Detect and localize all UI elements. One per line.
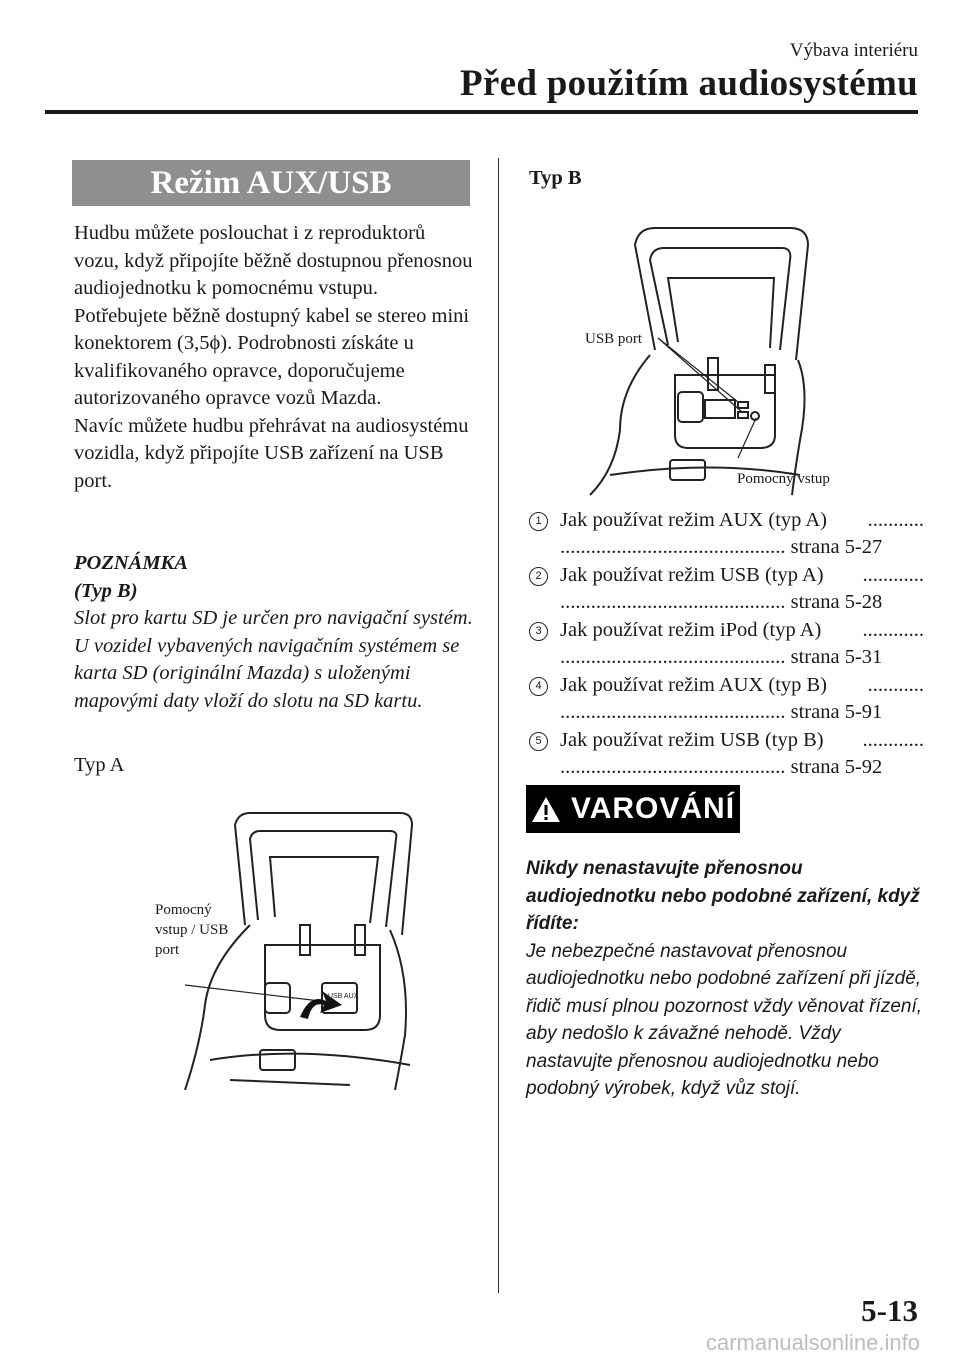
item-page: ............................................ strana 5-91 xyxy=(560,701,883,723)
item-number: 3 xyxy=(529,622,548,641)
item-title: Jak používat režim AUX (typ A) xyxy=(560,509,828,531)
leader-dots: ............ xyxy=(862,564,924,586)
item-title: Jak používat režim USB (typ B) xyxy=(560,729,824,751)
leader-dots: ........... xyxy=(867,509,924,531)
usb-port-label: USB port xyxy=(585,331,643,347)
type-a-heading: Typ A xyxy=(74,754,125,776)
item-page: ............................................ strana 5-31 xyxy=(560,646,883,668)
section-label: Výbava interiéru xyxy=(789,40,918,61)
list-item[interactable] xyxy=(529,672,924,727)
paragraph: Navíc můžete hudbu přehrávat na audiosystému vozidla, když připojíte USB zařízení na USB port. xyxy=(74,414,469,492)
column-divider xyxy=(498,158,499,1293)
aux-input-label: Pomocný vstup xyxy=(737,471,830,487)
warning-label: VAROVÁNÍ xyxy=(570,792,736,825)
leader-dots: ............ xyxy=(862,619,924,641)
warning-icon xyxy=(531,796,561,823)
warning-heading: Nikdy nenastavujte přenosnou audiojednotku nebo podobné zařízení, když řídíte: xyxy=(526,858,920,934)
note-title: POZNÁMKA xyxy=(74,552,188,574)
list-item[interactable] xyxy=(529,727,924,782)
port-label: USB AUX xyxy=(328,993,359,1000)
note-text: Slot pro kartu SD je určen pro navigační systém. U vozidel vybavených navigačním systémem se karta SD (originální Mazda) s uloženými mapovými daty vloží do slotu na SD kartu. xyxy=(74,607,473,712)
warning-text xyxy=(526,855,926,1103)
reference-list xyxy=(529,507,924,782)
list-item[interactable] xyxy=(529,507,924,562)
header-rule xyxy=(45,110,918,114)
intro-text xyxy=(74,220,474,495)
page-number: 5-13 xyxy=(861,1293,918,1328)
item-title: Jak používat režim USB (typ A) xyxy=(560,564,824,586)
warning-banner xyxy=(526,785,740,833)
item-number: 2 xyxy=(529,567,548,586)
page-title: Před použitím audiosystému xyxy=(460,63,918,104)
list-item[interactable] xyxy=(529,617,924,672)
item-number: 4 xyxy=(529,677,548,696)
type-b-heading: Typ B xyxy=(529,167,582,189)
figure-a-label: Pomocný vstup / USB port xyxy=(155,902,229,958)
item-title: Jak používat režim AUX (typ B) xyxy=(560,674,828,696)
item-title: Jak používat režim iPod (typ A) xyxy=(560,619,822,641)
paragraph: Potřebujete běžně dostupný kabel se stereo mini konektorem (3,5ϕ). Podrobnosti získáte u kvalifikovaného opravce, doporučujeme autorizovaného opravce vozů Mazda. xyxy=(74,304,470,409)
item-number: 1 xyxy=(529,512,548,531)
item-number: 5 xyxy=(529,732,548,751)
item-page: ............................................ strana 5-27 xyxy=(560,536,883,558)
list-item[interactable] xyxy=(529,562,924,617)
figure-type-b xyxy=(560,220,860,500)
paragraph: Hudbu můžete poslouchat i z reproduktorů vozu, když připojíte běžně dostupnou přenosnou audiojednotku k pomocnému vstupu. xyxy=(74,222,473,299)
leader-dots: ............ xyxy=(862,729,924,751)
warning-body: Je nebezpečné nastavovat přenosnou audiojednotku nebo podobné zařízení při jízdě, řidič musí plnou pozornost vždy věnovat řízení, aby nedošlo k závažné nehodě. Vždy nastavujte přenosnou audiojednotku nebo podobný výrobek, když vůz stojí. xyxy=(526,940,923,1099)
watermark: carmanualsonline.info xyxy=(705,1330,920,1355)
leader-dots: ........... xyxy=(867,674,924,696)
note-block xyxy=(74,550,474,715)
item-page: ............................................ strana 5-92 xyxy=(560,756,883,778)
note-subtitle: (Typ B) xyxy=(74,579,138,602)
section-banner: Režim AUX/USB xyxy=(72,160,470,206)
item-page: ............................................ strana 5-28 xyxy=(560,591,883,613)
